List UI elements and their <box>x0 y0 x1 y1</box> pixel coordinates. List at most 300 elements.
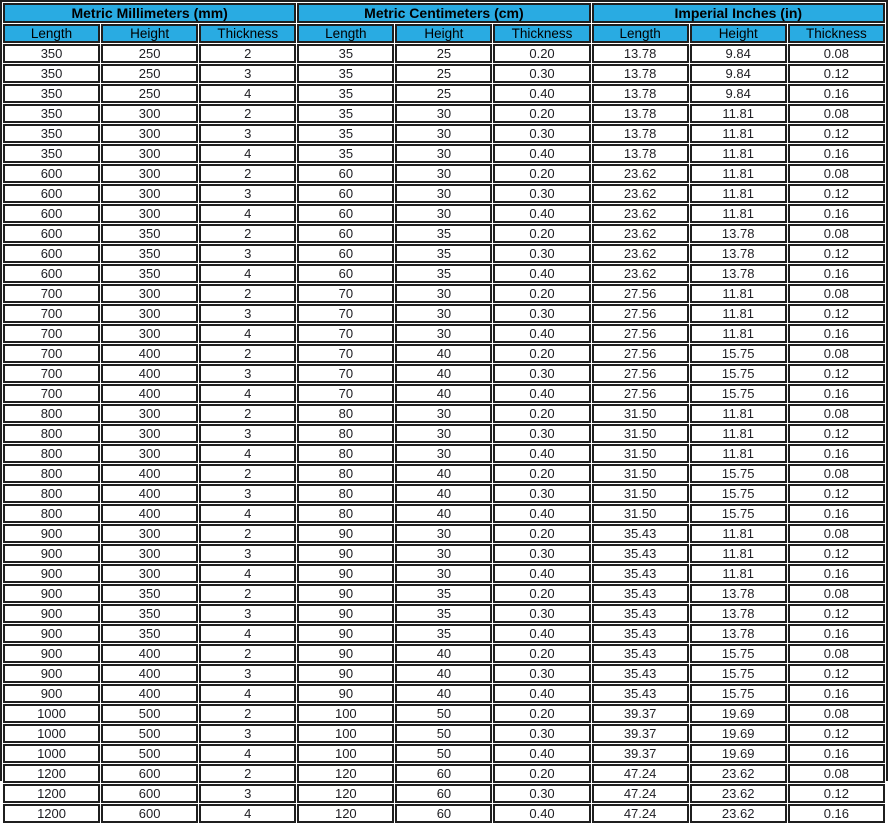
cell: 0.08 <box>788 344 885 363</box>
cell: 25 <box>395 64 492 83</box>
cell: 400 <box>101 484 198 503</box>
cell: 11.81 <box>690 324 787 343</box>
table-row <box>3 164 885 183</box>
cell: 0.40 <box>493 504 590 523</box>
table-row <box>3 384 885 403</box>
cell: 60 <box>297 264 394 283</box>
cell: 40 <box>395 644 492 663</box>
cell: 300 <box>101 144 198 163</box>
table-row <box>3 144 885 163</box>
cell: 40 <box>395 384 492 403</box>
cell: 4 <box>199 624 296 643</box>
cell: 31.50 <box>592 444 689 463</box>
cell: 120 <box>297 784 394 803</box>
column-header-thickness-mm: Thickness <box>199 24 296 43</box>
cell: 0.20 <box>493 224 590 243</box>
cell: 19.69 <box>690 744 787 763</box>
cell: 300 <box>101 524 198 543</box>
cell: 80 <box>297 484 394 503</box>
cell: 0.40 <box>493 624 590 643</box>
cell: 11.81 <box>690 104 787 123</box>
cell: 300 <box>101 304 198 323</box>
column-header-length-in: Length <box>592 24 689 43</box>
group-header-metric-mm: Metric Millimeters (mm) <box>3 3 296 23</box>
cell: 13.78 <box>690 604 787 623</box>
cell: 15.75 <box>690 384 787 403</box>
table-row <box>3 624 885 643</box>
cell: 80 <box>297 464 394 483</box>
cell: 3 <box>199 64 296 83</box>
cell: 0.08 <box>788 224 885 243</box>
cell: 4 <box>199 204 296 223</box>
cell: 120 <box>297 804 394 823</box>
cell: 15.75 <box>690 644 787 663</box>
cell: 60 <box>297 204 394 223</box>
cell: 400 <box>101 344 198 363</box>
cell: 600 <box>3 224 100 243</box>
cell: 11.81 <box>690 304 787 323</box>
cell: 80 <box>297 444 394 463</box>
cell: 47.24 <box>592 804 689 823</box>
cell: 11.81 <box>690 284 787 303</box>
cell: 90 <box>297 644 394 663</box>
cell: 800 <box>3 504 100 523</box>
cell: 35.43 <box>592 624 689 643</box>
cell: 0.20 <box>493 404 590 423</box>
cell: 60 <box>297 164 394 183</box>
cell: 350 <box>101 584 198 603</box>
cell: 0.20 <box>493 524 590 543</box>
cell: 0.30 <box>493 304 590 323</box>
cell: 70 <box>297 364 394 383</box>
cell: 23.62 <box>690 804 787 823</box>
cell: 90 <box>297 624 394 643</box>
cell: 0.08 <box>788 764 885 783</box>
table-row <box>3 124 885 143</box>
cell: 0.40 <box>493 204 590 223</box>
cell: 1200 <box>3 784 100 803</box>
cell: 400 <box>101 664 198 683</box>
cell: 700 <box>3 384 100 403</box>
cell: 4 <box>199 744 296 763</box>
cell: 35.43 <box>592 544 689 563</box>
cell: 350 <box>3 44 100 63</box>
table-row <box>3 484 885 503</box>
group-header-row <box>3 3 885 23</box>
cell: 13.78 <box>592 104 689 123</box>
cell: 3 <box>199 124 296 143</box>
cell: 15.75 <box>690 344 787 363</box>
cell: 23.62 <box>592 224 689 243</box>
cell: 300 <box>101 164 198 183</box>
cell: 13.78 <box>592 84 689 103</box>
cell: 0.30 <box>493 544 590 563</box>
cell: 350 <box>101 604 198 623</box>
cell: 900 <box>3 544 100 563</box>
cell: 39.37 <box>592 744 689 763</box>
cell: 0.16 <box>788 444 885 463</box>
cell: 13.78 <box>690 224 787 243</box>
table-row <box>3 204 885 223</box>
cell: 0.12 <box>788 364 885 383</box>
table-row <box>3 704 885 723</box>
cell: 0.20 <box>493 284 590 303</box>
cell: 0.40 <box>493 684 590 703</box>
cell: 15.75 <box>690 664 787 683</box>
table-header <box>3 3 885 43</box>
group-header-imperial-in: Imperial Inches (in) <box>592 3 885 23</box>
cell: 80 <box>297 424 394 443</box>
cell: 1200 <box>3 804 100 823</box>
cell: 30 <box>395 404 492 423</box>
cell: 11.81 <box>690 124 787 143</box>
cell: 350 <box>3 104 100 123</box>
cell: 250 <box>101 84 198 103</box>
cell: 600 <box>3 264 100 283</box>
cell: 400 <box>101 684 198 703</box>
cell: 60 <box>395 764 492 783</box>
cell: 31.50 <box>592 464 689 483</box>
cell: 4 <box>199 384 296 403</box>
cell: 50 <box>395 724 492 743</box>
cell: 0.30 <box>493 604 590 623</box>
cell: 35 <box>297 104 394 123</box>
cell: 19.69 <box>690 724 787 743</box>
cell: 0.12 <box>788 724 885 743</box>
cell: 2 <box>199 524 296 543</box>
cell: 3 <box>199 604 296 623</box>
table-row <box>3 324 885 343</box>
cell: 900 <box>3 564 100 583</box>
cell: 0.40 <box>493 384 590 403</box>
cell: 600 <box>3 164 100 183</box>
table-row <box>3 564 885 583</box>
column-header-length-mm: Length <box>3 24 100 43</box>
cell: 35 <box>395 244 492 263</box>
cell: 1000 <box>3 744 100 763</box>
cell: 13.78 <box>592 124 689 143</box>
cell: 2 <box>199 404 296 423</box>
cell: 23.62 <box>592 164 689 183</box>
cell: 0.08 <box>788 44 885 63</box>
cell: 39.37 <box>592 724 689 743</box>
cell: 0.12 <box>788 484 885 503</box>
cell: 0.12 <box>788 124 885 143</box>
cell: 25 <box>395 44 492 63</box>
cell: 0.30 <box>493 724 590 743</box>
cell: 600 <box>3 244 100 263</box>
column-header-height-mm: Height <box>101 24 198 43</box>
size-table <box>2 2 886 824</box>
cell: 90 <box>297 604 394 623</box>
cell: 50 <box>395 744 492 763</box>
cell: 70 <box>297 324 394 343</box>
cell: 0.16 <box>788 564 885 583</box>
cell: 1200 <box>3 764 100 783</box>
cell: 0.20 <box>493 464 590 483</box>
cell: 0.20 <box>493 104 590 123</box>
cell: 35 <box>297 64 394 83</box>
cell: 35.43 <box>592 584 689 603</box>
cell: 0.16 <box>788 684 885 703</box>
cell: 0.16 <box>788 504 885 523</box>
cell: 900 <box>3 604 100 623</box>
cell: 3 <box>199 184 296 203</box>
cell: 2 <box>199 224 296 243</box>
cell: 0.12 <box>788 64 885 83</box>
cell: 700 <box>3 304 100 323</box>
cell: 3 <box>199 484 296 503</box>
cell: 0.16 <box>788 204 885 223</box>
cell: 30 <box>395 444 492 463</box>
cell: 600 <box>101 764 198 783</box>
column-header-thickness-in: Thickness <box>788 24 885 43</box>
cell: 300 <box>101 564 198 583</box>
cell: 23.62 <box>690 764 787 783</box>
cell: 11.81 <box>690 204 787 223</box>
cell: 30 <box>395 304 492 323</box>
cell: 0.16 <box>788 384 885 403</box>
cell: 50 <box>395 704 492 723</box>
cell: 4 <box>199 324 296 343</box>
cell: 27.56 <box>592 304 689 323</box>
cell: 0.20 <box>493 764 590 783</box>
cell: 30 <box>395 124 492 143</box>
cell: 350 <box>3 144 100 163</box>
cell: 27.56 <box>592 344 689 363</box>
cell: 70 <box>297 304 394 323</box>
cell: 300 <box>101 424 198 443</box>
cell: 31.50 <box>592 484 689 503</box>
cell: 300 <box>101 444 198 463</box>
cell: 47.24 <box>592 784 689 803</box>
cell: 19.69 <box>690 704 787 723</box>
cell: 900 <box>3 624 100 643</box>
cell: 27.56 <box>592 364 689 383</box>
table-row <box>3 244 885 263</box>
cell: 15.75 <box>690 684 787 703</box>
cell: 600 <box>101 784 198 803</box>
cell: 0.16 <box>788 744 885 763</box>
cell: 4 <box>199 684 296 703</box>
cell: 30 <box>395 284 492 303</box>
cell: 60 <box>297 224 394 243</box>
table-row <box>3 724 885 743</box>
cell: 30 <box>395 184 492 203</box>
cell: 100 <box>297 704 394 723</box>
cell: 30 <box>395 104 492 123</box>
cell: 47.24 <box>592 764 689 783</box>
table-row <box>3 504 885 523</box>
cell: 30 <box>395 324 492 343</box>
cell: 70 <box>297 384 394 403</box>
cell: 0.12 <box>788 664 885 683</box>
cell: 300 <box>101 544 198 563</box>
cell: 0.30 <box>493 784 590 803</box>
cell: 0.08 <box>788 524 885 543</box>
cell: 0.20 <box>493 344 590 363</box>
cell: 30 <box>395 164 492 183</box>
cell: 0.40 <box>493 744 590 763</box>
cell: 35.43 <box>592 604 689 623</box>
cell: 9.84 <box>690 44 787 63</box>
table-row <box>3 524 885 543</box>
cell: 4 <box>199 84 296 103</box>
cell: 800 <box>3 404 100 423</box>
cell: 100 <box>297 724 394 743</box>
cell: 0.08 <box>788 284 885 303</box>
cell: 23.62 <box>592 244 689 263</box>
cell: 0.12 <box>788 424 885 443</box>
cell: 0.12 <box>788 244 885 263</box>
cell: 70 <box>297 284 394 303</box>
cell: 300 <box>101 404 198 423</box>
cell: 800 <box>3 464 100 483</box>
cell: 3 <box>199 664 296 683</box>
table-row <box>3 584 885 603</box>
cell: 2 <box>199 284 296 303</box>
cell: 350 <box>3 84 100 103</box>
cell: 0.16 <box>788 264 885 283</box>
cell: 0.12 <box>788 184 885 203</box>
cell: 300 <box>101 324 198 343</box>
cell: 15.75 <box>690 484 787 503</box>
cell: 0.30 <box>493 484 590 503</box>
cell: 0.16 <box>788 84 885 103</box>
cell: 0.40 <box>493 84 590 103</box>
cell: 25 <box>395 84 492 103</box>
cell: 2 <box>199 704 296 723</box>
cell: 90 <box>297 664 394 683</box>
cell: 400 <box>101 464 198 483</box>
cell: 13.78 <box>690 244 787 263</box>
cell: 2 <box>199 104 296 123</box>
cell: 900 <box>3 664 100 683</box>
cell: 0.16 <box>788 804 885 823</box>
cell: 60 <box>395 804 492 823</box>
cell: 1000 <box>3 724 100 743</box>
table-row <box>3 744 885 763</box>
cell: 9.84 <box>690 64 787 83</box>
table-row <box>3 344 885 363</box>
cell: 900 <box>3 584 100 603</box>
table-row <box>3 444 885 463</box>
cell: 0.12 <box>788 544 885 563</box>
cell: 2 <box>199 164 296 183</box>
cell: 120 <box>297 764 394 783</box>
cell: 35 <box>297 84 394 103</box>
cell: 30 <box>395 204 492 223</box>
table-row <box>3 224 885 243</box>
table-row <box>3 264 885 283</box>
cell: 600 <box>3 204 100 223</box>
table-row <box>3 84 885 103</box>
cell: 3 <box>199 544 296 563</box>
cell: 2 <box>199 584 296 603</box>
cell: 400 <box>101 504 198 523</box>
cell: 900 <box>3 644 100 663</box>
cell: 700 <box>3 364 100 383</box>
cell: 0.30 <box>493 124 590 143</box>
cell: 0.30 <box>493 664 590 683</box>
cell: 40 <box>395 684 492 703</box>
cell: 31.50 <box>592 404 689 423</box>
cell: 0.08 <box>788 464 885 483</box>
cell: 0.16 <box>788 324 885 343</box>
table-row <box>3 464 885 483</box>
cell: 23.62 <box>592 264 689 283</box>
cell: 3 <box>199 784 296 803</box>
cell: 13.78 <box>592 44 689 63</box>
cell: 11.81 <box>690 404 787 423</box>
cell: 30 <box>395 564 492 583</box>
cell: 0.12 <box>788 604 885 623</box>
cell: 11.81 <box>690 164 787 183</box>
cell: 35 <box>297 44 394 63</box>
table-row <box>3 104 885 123</box>
cell: 80 <box>297 504 394 523</box>
cell: 27.56 <box>592 284 689 303</box>
cell: 300 <box>101 184 198 203</box>
cell: 90 <box>297 544 394 563</box>
table-row <box>3 44 885 63</box>
cell: 300 <box>101 204 198 223</box>
cell: 350 <box>101 264 198 283</box>
table-row <box>3 364 885 383</box>
cell: 35.43 <box>592 524 689 543</box>
cell: 0.30 <box>493 364 590 383</box>
table-row <box>3 284 885 303</box>
table-row <box>3 64 885 83</box>
cell: 35 <box>395 624 492 643</box>
cell: 30 <box>395 544 492 563</box>
cell: 13.78 <box>690 624 787 643</box>
cell: 0.08 <box>788 704 885 723</box>
cell: 350 <box>3 124 100 143</box>
cell: 600 <box>101 804 198 823</box>
cell: 11.81 <box>690 564 787 583</box>
cell: 35.43 <box>592 644 689 663</box>
cell: 400 <box>101 384 198 403</box>
cell: 2 <box>199 644 296 663</box>
cell: 23.62 <box>592 204 689 223</box>
cell: 0.20 <box>493 164 590 183</box>
cell: 31.50 <box>592 504 689 523</box>
cell: 0.20 <box>493 584 590 603</box>
cell: 350 <box>101 224 198 243</box>
cell: 350 <box>101 244 198 263</box>
cell: 40 <box>395 364 492 383</box>
cell: 800 <box>3 444 100 463</box>
cell: 0.08 <box>788 644 885 663</box>
cell: 800 <box>3 484 100 503</box>
cell: 3 <box>199 244 296 263</box>
cell: 39.37 <box>592 704 689 723</box>
cell: 0.08 <box>788 104 885 123</box>
cell: 100 <box>297 744 394 763</box>
cell: 23.62 <box>690 784 787 803</box>
cell: 4 <box>199 264 296 283</box>
cell: 90 <box>297 524 394 543</box>
cell: 11.81 <box>690 544 787 563</box>
cell: 700 <box>3 284 100 303</box>
cell: 60 <box>395 784 492 803</box>
group-header-metric-cm: Metric Centimeters (cm) <box>297 3 590 23</box>
table-row <box>3 684 885 703</box>
cell: 3 <box>199 304 296 323</box>
column-header-thickness-cm: Thickness <box>493 24 590 43</box>
cell: 40 <box>395 504 492 523</box>
